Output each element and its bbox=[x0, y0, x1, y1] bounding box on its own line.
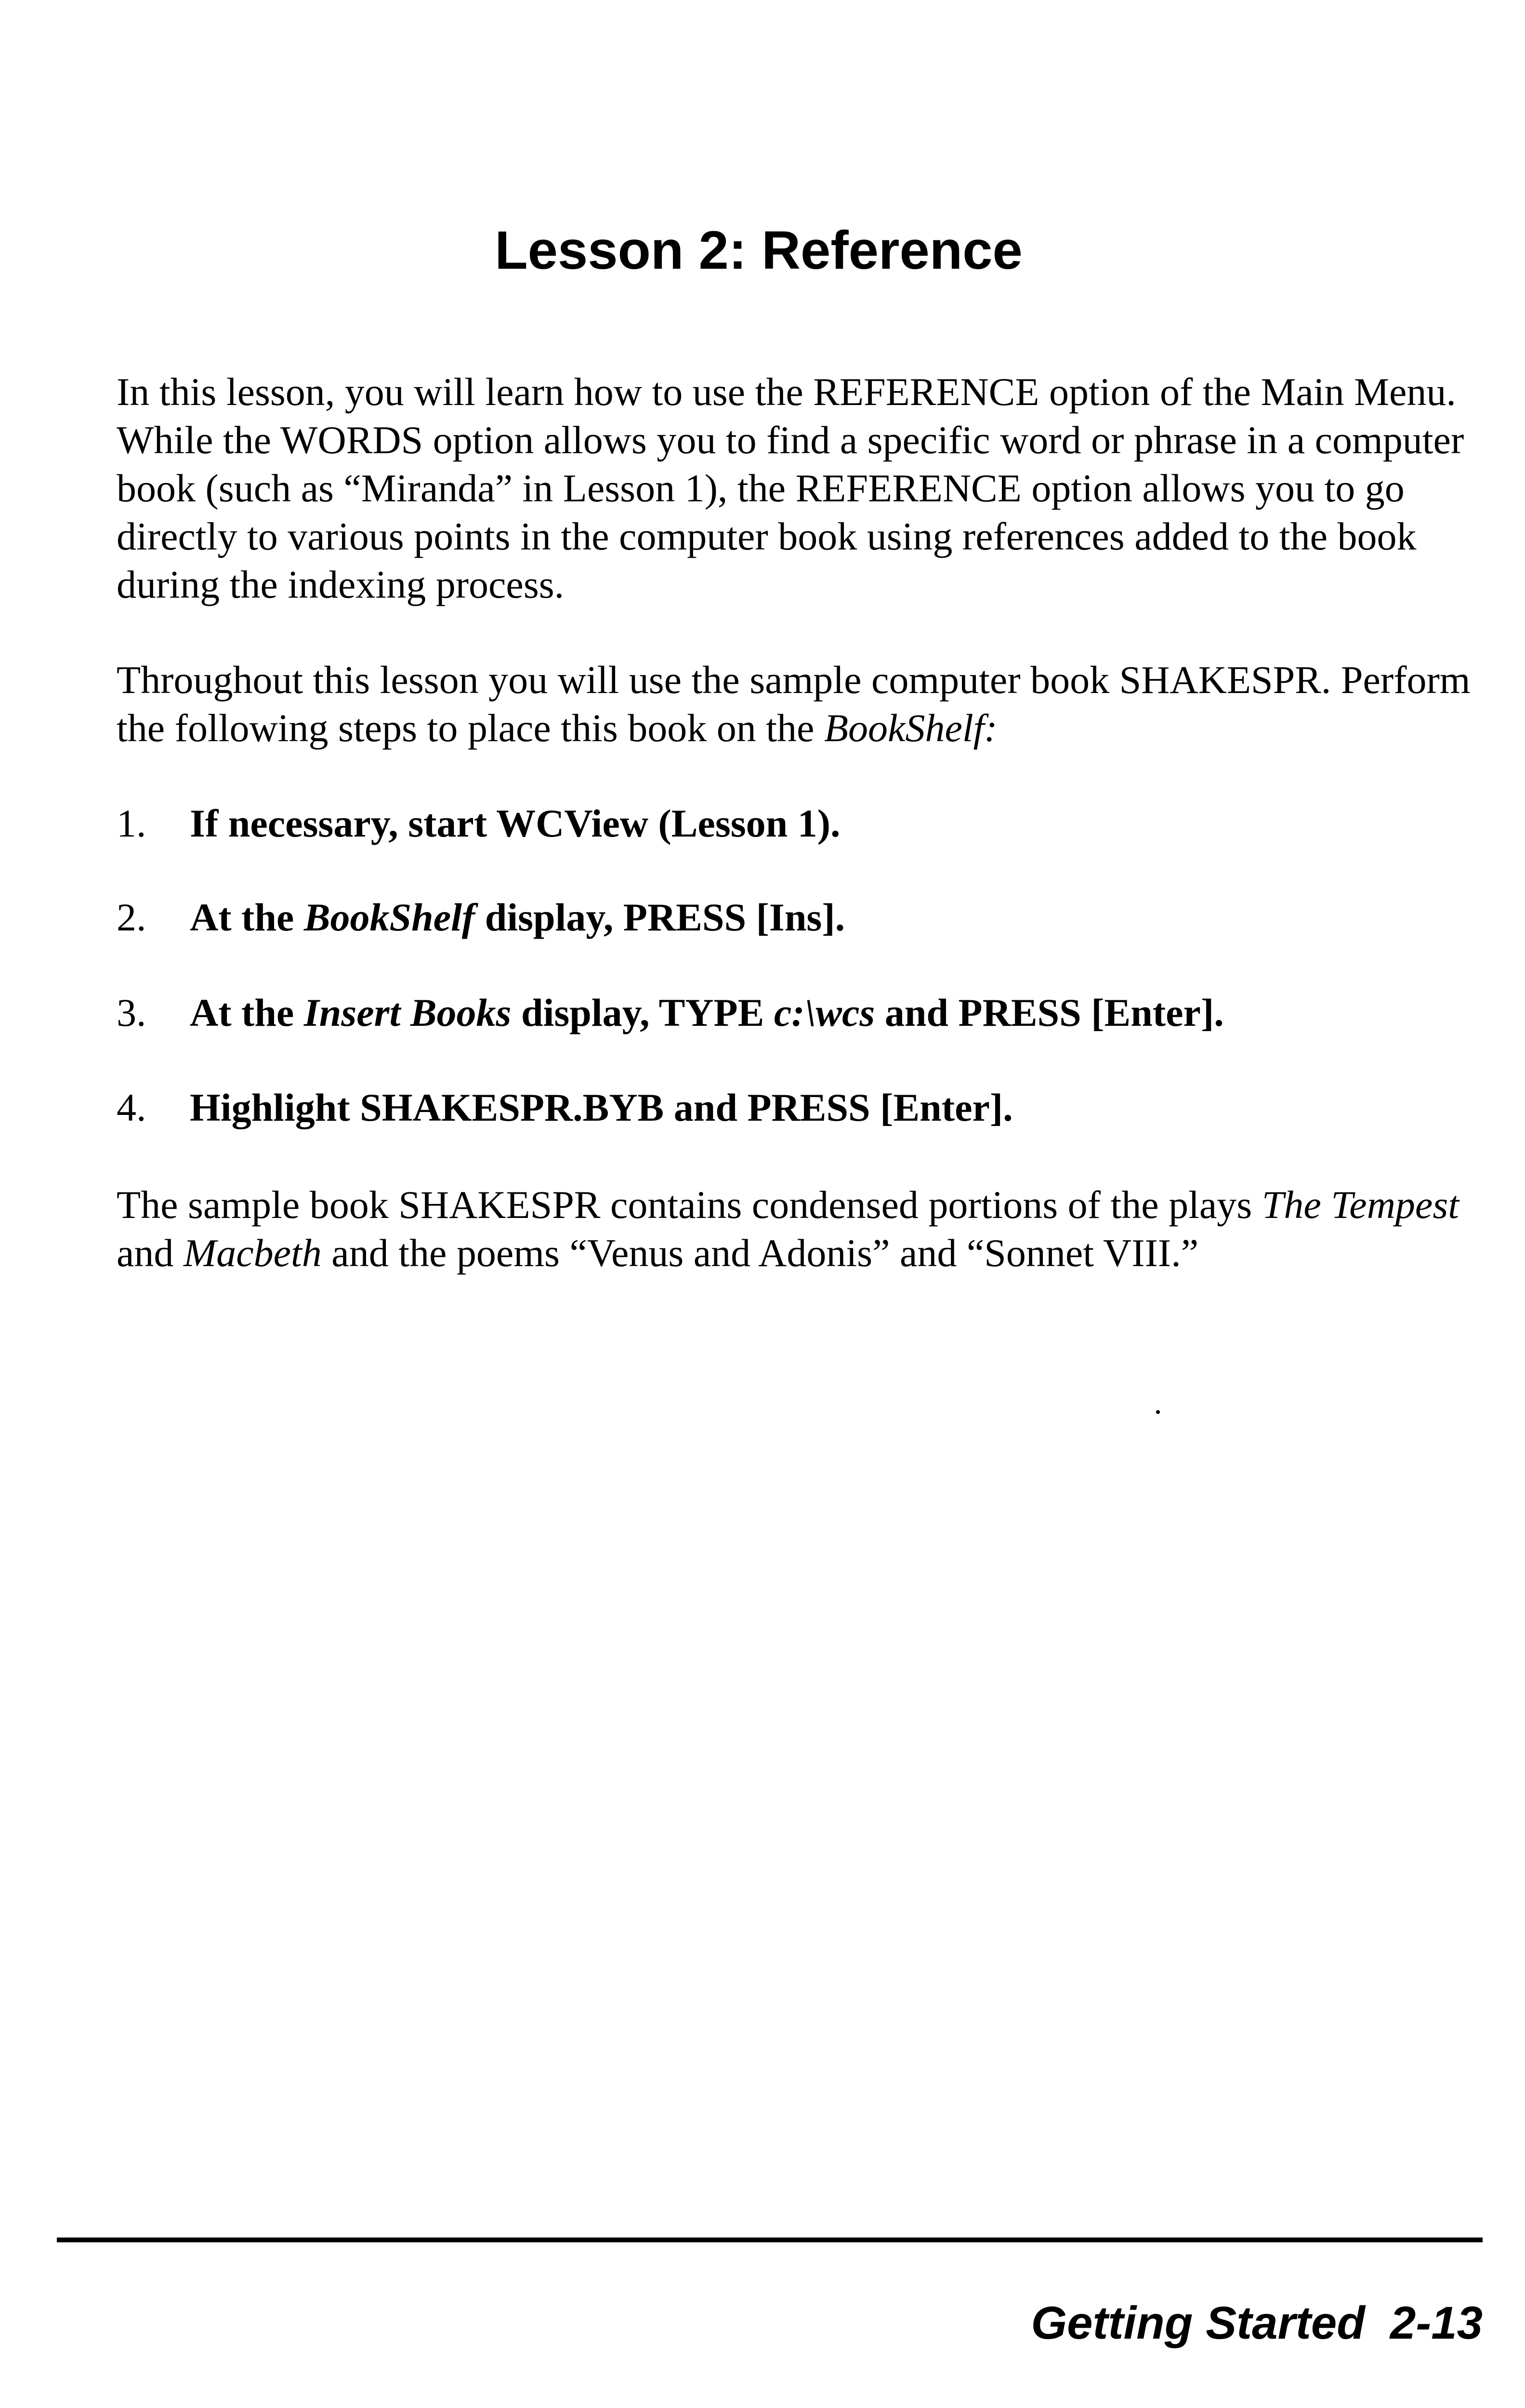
throughout-paragraph bbox=[117, 656, 1504, 752]
step-text: At the Insert Books display, TYPE c:\wcs and PRESS [Enter]. bbox=[190, 991, 1224, 1034]
step-number: 2. bbox=[117, 895, 146, 939]
step-number: 3. bbox=[117, 991, 146, 1034]
step-text: At the BookShelf display, PRESS [Ins]. bbox=[190, 895, 845, 939]
step-4 bbox=[117, 1084, 1504, 1132]
step-number: 1. bbox=[117, 801, 146, 845]
step-1 bbox=[117, 799, 1504, 848]
page-footer bbox=[1031, 2294, 1483, 2352]
step-3 bbox=[117, 989, 1504, 1037]
page-number: 2-13 bbox=[1390, 2297, 1483, 2349]
sample-paragraph: The sample book SHAKESPR contains condensed portions of the plays The Tempest and Macbeth and the poems “Venus and Adonis” and “Sonnet VIII.” bbox=[117, 1183, 1459, 1275]
throughout-text: Throughout this lesson you will use the sample computer book SHAKESPR. Perform the following steps to place this book on the bbox=[117, 658, 1471, 750]
footer-rule bbox=[57, 2238, 1483, 2242]
footer-section: Getting Started bbox=[1031, 2297, 1365, 2349]
intro-paragraph: In this lesson, you will learn how to use the REFERENCE option of the Main Menu. While the WORDS option allows you to find a specific word or phrase in a computer book (such as “Miranda” in Lesson 1), the REFERENCE option allows you to go directly to various points in the computer book using references added to the book during the indexing process. bbox=[117, 370, 1464, 606]
scan-speck bbox=[1156, 1410, 1160, 1414]
step-number: 4. bbox=[117, 1086, 146, 1129]
page-title: Lesson 2: Reference bbox=[495, 220, 1023, 280]
step-text: Highlight SHAKESPR.BYB and PRESS [Enter]. bbox=[190, 1086, 1013, 1129]
step-2 bbox=[117, 893, 1504, 942]
throughout-italic: BookShelf: bbox=[824, 706, 998, 750]
step-text: If necessary, start WCView (Lesson 1). bbox=[190, 801, 841, 845]
